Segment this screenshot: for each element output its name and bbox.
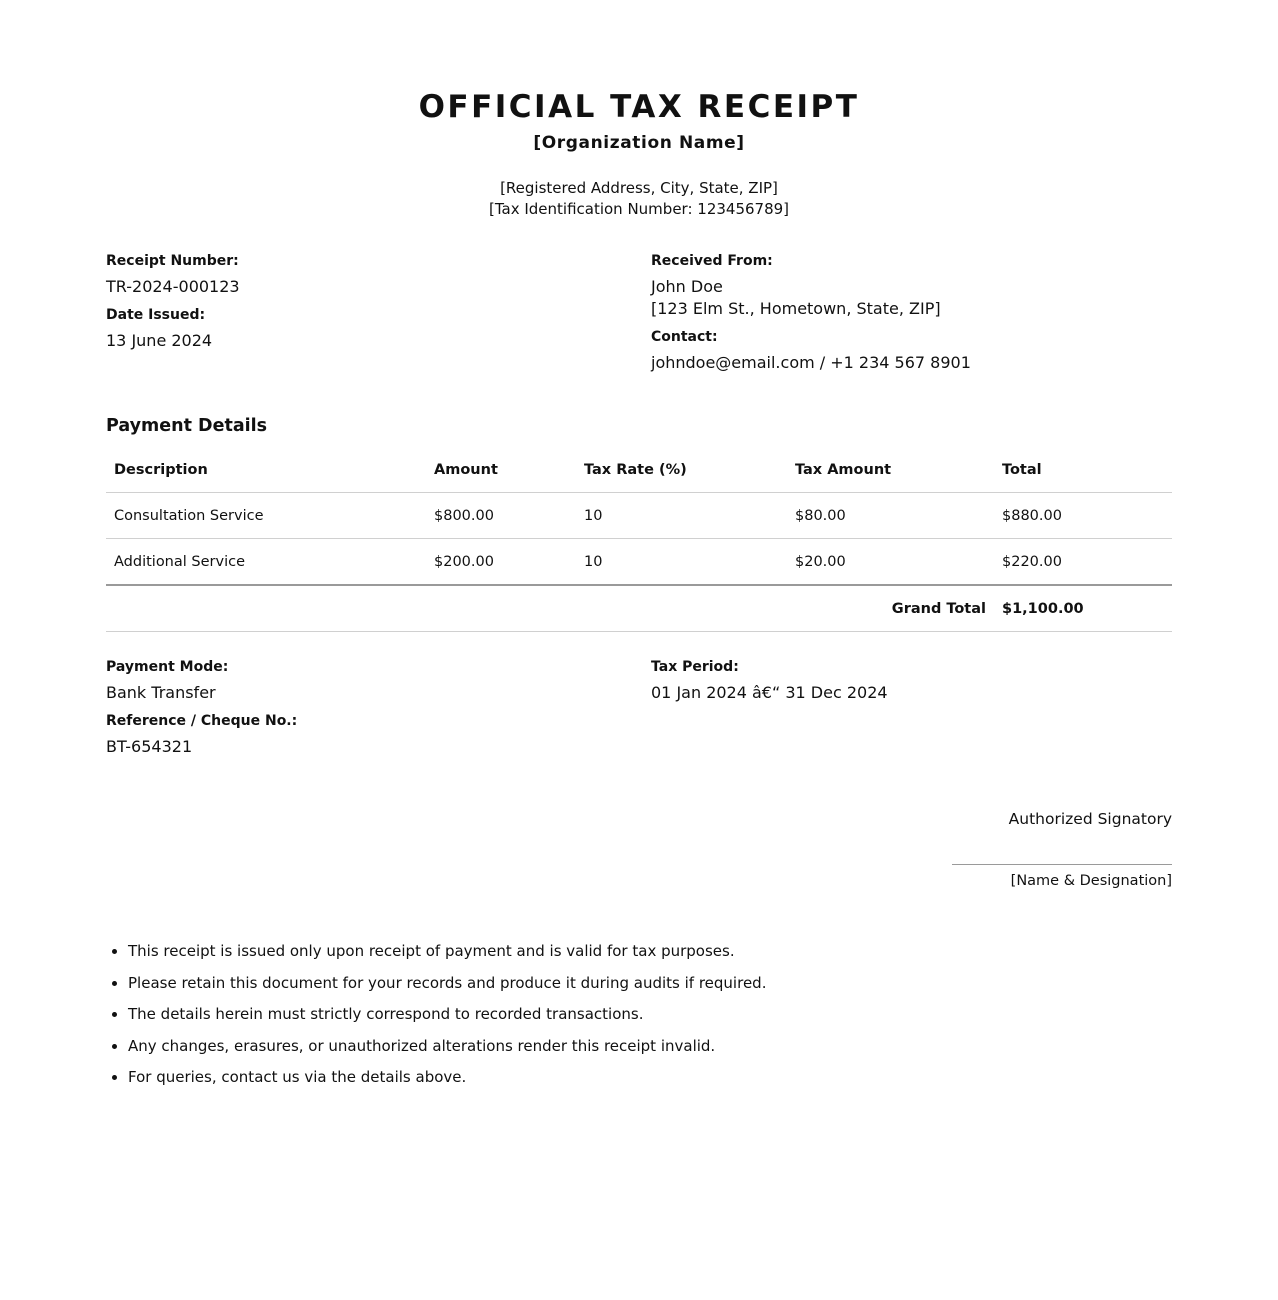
organization-address: [Registered Address, City, State, ZIP]	[500, 179, 778, 197]
tax-period-label: Tax Period:	[651, 659, 739, 675]
list-item: • Any changes, erasures, or unauthorized alterations render this receipt invalid.	[128, 1036, 1172, 1057]
table-row	[106, 539, 1172, 586]
payment-details-title: Payment Details	[106, 416, 268, 436]
payment-info-section	[106, 658, 1172, 758]
receipt-info-section	[106, 252, 1172, 374]
receipt-title: OFFICIAL TAX RECEIPT	[418, 89, 860, 125]
tax-period: 01 Jan 2024 â€“ 31 Dec 2024	[651, 683, 888, 702]
cell-total: $880.00	[994, 493, 1172, 539]
payer-address: [123 Elm St., Hometown, State, ZIP]	[651, 299, 941, 318]
list-item: • Please retain this document for your records and produce it during audits if required.	[128, 973, 1172, 994]
table-header-row	[106, 448, 1172, 493]
payment-mode-label: Payment Mode:	[106, 659, 229, 675]
payment-mode: Bank Transfer	[106, 683, 216, 702]
list-item: • The details herein must strictly correspond to recorded transactions.	[128, 1004, 1172, 1025]
cell-tax-amount: $20.00	[787, 539, 994, 586]
payment-mode-info	[106, 658, 651, 758]
column-header: Tax Amount	[787, 448, 994, 493]
date-issued: 13 June 2024	[106, 331, 213, 350]
cell-description: Additional Service	[106, 539, 426, 586]
cell-amount: $800.00	[426, 493, 576, 539]
terms-list	[106, 941, 1172, 1088]
payer-contact: johndoe@email.com / +1 234 567 8901	[651, 353, 971, 372]
cell-total: $220.00	[994, 539, 1172, 586]
signature-block	[106, 808, 1172, 891]
receipt-number: TR-2024-000123	[106, 277, 240, 296]
list-item: • This receipt is issued only upon receipt of payment and is valid for tax purposes.	[128, 941, 1172, 962]
payment-table	[106, 448, 1172, 632]
organization-name: [Organization Name]	[533, 133, 745, 153]
list-item: • For queries, contact us via the details above.	[128, 1067, 1172, 1088]
receipt-number-label: Receipt Number:	[106, 253, 239, 269]
column-header: Description	[106, 448, 426, 493]
cell-tax-rate: 10	[576, 539, 787, 586]
grand-total-label: Grand Total	[106, 585, 994, 632]
column-header: Tax Rate (%)	[576, 448, 787, 493]
tax-id: [Tax Identification Number: 123456789]	[488, 200, 790, 218]
received-from	[651, 252, 1172, 374]
reference-number: BT-654321	[106, 737, 193, 756]
signature-line	[952, 864, 1172, 865]
cell-tax-amount: $80.00	[787, 493, 994, 539]
payer-name: John Doe	[651, 277, 723, 296]
reference-label: Reference / Cheque No.:	[106, 713, 298, 729]
cell-tax-rate: 10	[576, 493, 787, 539]
authorized-signatory-label: Authorized Signatory	[1008, 810, 1172, 828]
column-header: Amount	[426, 448, 576, 493]
date-issued-label: Date Issued:	[106, 307, 206, 323]
receipt-info	[106, 252, 651, 374]
name-designation: [Name & Designation]	[1010, 873, 1172, 889]
column-header: Total	[994, 448, 1172, 493]
received-from-label: Received From:	[651, 253, 773, 269]
cell-description: Consultation Service	[106, 493, 426, 539]
grand-total-row	[106, 585, 1172, 632]
contact-label: Contact:	[651, 329, 718, 345]
table-row	[106, 493, 1172, 539]
grand-total-value: $1,100.00	[994, 585, 1172, 632]
tax-period-info	[651, 658, 1172, 758]
organization-details	[106, 178, 1172, 220]
cell-amount: $200.00	[426, 539, 576, 586]
